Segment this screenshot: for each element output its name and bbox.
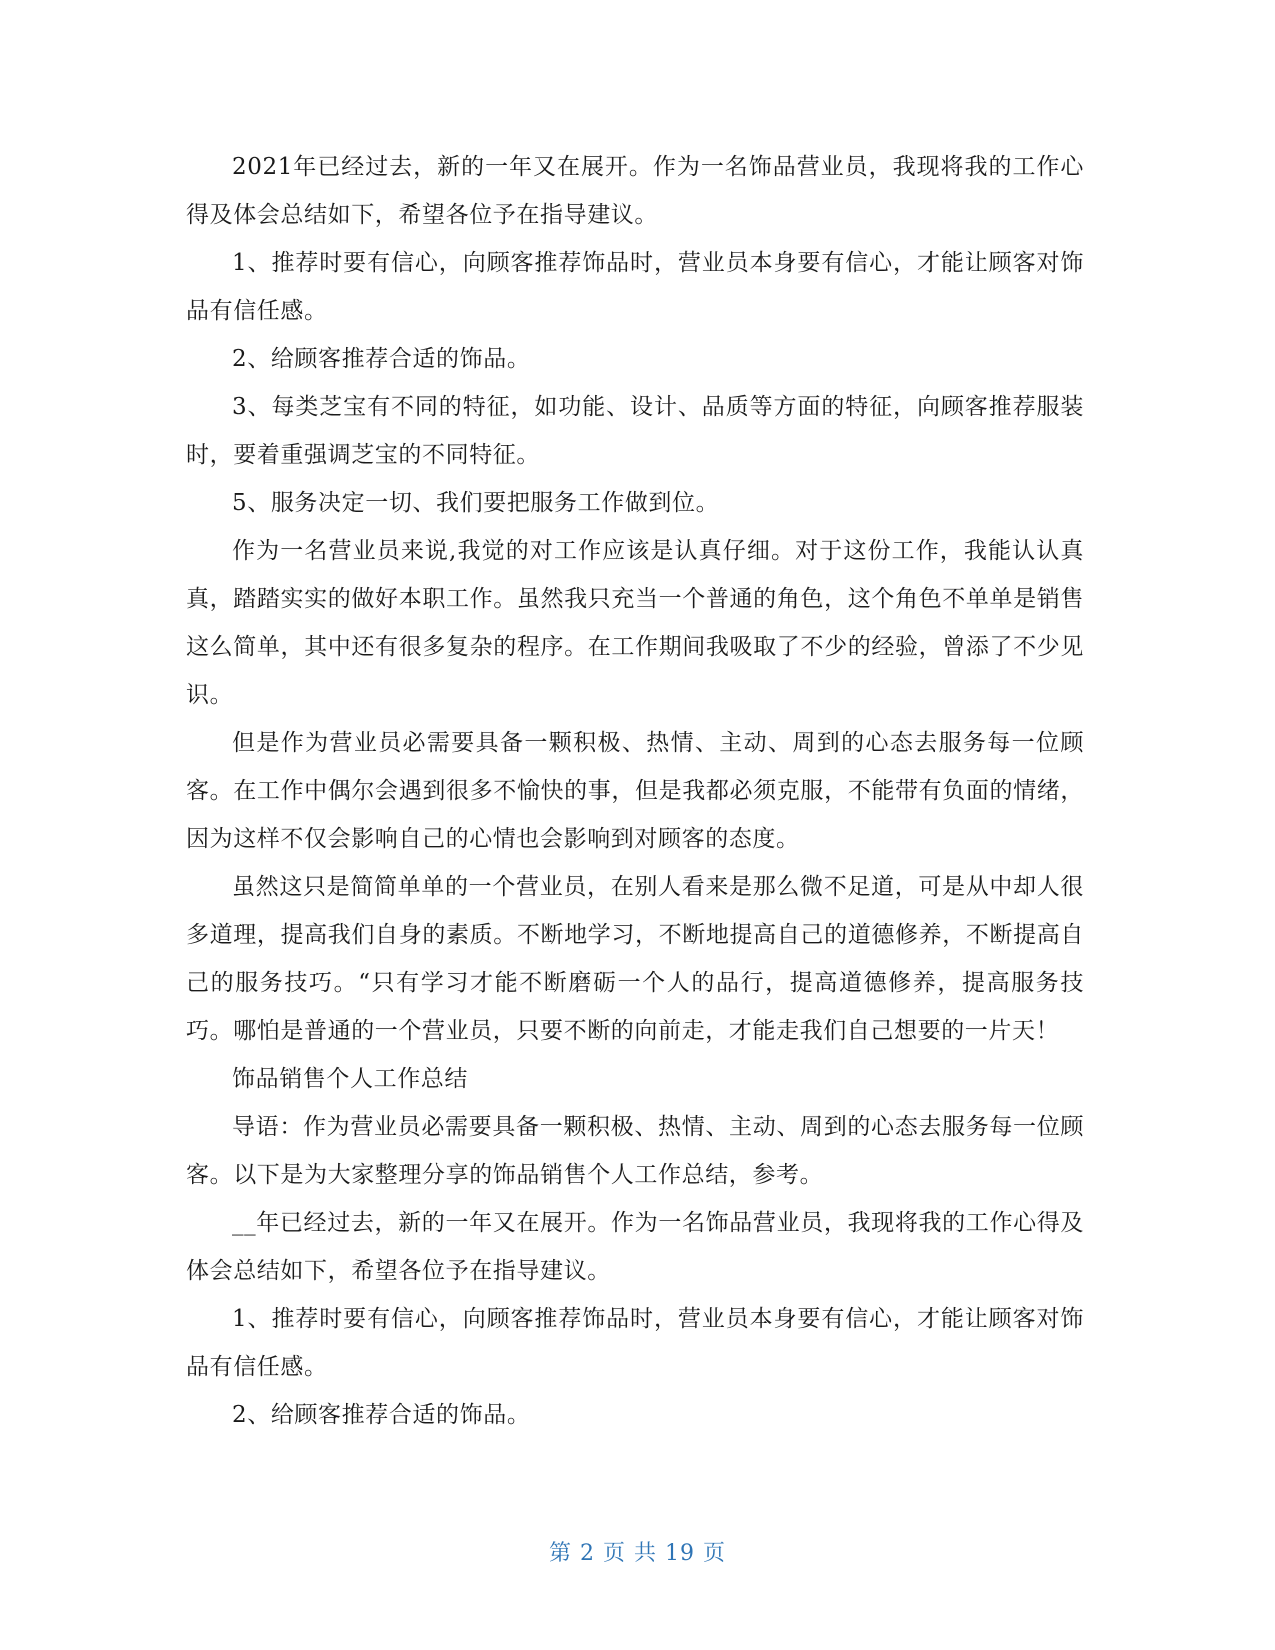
footer-current-page: 2 [580,1541,595,1566]
paragraph: 1、推荐时要有信心，向顾客推荐饰品时，营业员本身要有信心，才能让顾客对饰品有信任感。 [186,250,1084,324]
footer-middle: 页 共 [603,1541,657,1566]
document-body [186,143,1084,1439]
page-footer [0,1536,1275,1567]
paragraph: 2、给顾客推荐合适的饰品。 [232,346,531,372]
paragraph: 5、服务决定一切、我们要把服务工作做到位。 [232,490,720,516]
paragraph: 1、推荐时要有信心，向顾客推荐饰品时，营业员本身要有信心，才能让顾客对饰品有信任感。 [186,1306,1084,1380]
paragraph: __年已经过去，新的一年又在展开。作为一名饰品营业员，我现将我的工作心得及体会总结如下，希望各位予在指导建议。 [186,1210,1084,1284]
paragraph: 2、给顾客推荐合适的饰品。 [232,1402,531,1428]
paragraph: 2021年已经过去，新的一年又在展开。作为一名饰品营业员，我现将我的工作心得及体会总结如下，希望各位予在指导建议。 [186,154,1084,228]
footer-prefix: 第 [548,1541,572,1566]
footer-total-pages: 19 [665,1541,695,1566]
paragraph: 但是作为营业员必需要具备一颗积极、热情、主动、周到的心态去服务每一位顾客。在工作中偶尔会遇到很多不愉快的事，但是我都必须克服，不能带有负面的情绪，因为这样不仅会影响自己的心情也会影响到对顾客的态度。 [186,730,1084,852]
footer-suffix: 页 [703,1541,727,1566]
paragraph: 虽然这只是简简单单的一个营业员，在别人看来是那么微不足道，可是从中却人很多道理，提高我们自身的素质。不断地学习，不断地提高自己的道德修养，不断提高自己的服务技巧。“只有学习才能不断磨砺一个人的品行，提高道德修养，提高服务技巧。哪怕是普通的一个营业员，只要不断的向前走，才能走我们自己想要的一片天！ [186,874,1084,1044]
paragraph: 3、每类芝宝有不同的特征，如功能、设计、品质等方面的特征，向顾客推荐服装时，要着重强调芝宝的不同特征。 [186,394,1084,468]
paragraph: 作为一名营业员来说,我觉的对工作应该是认真仔细。对于这份工作，我能认认真真，踏踏实实的做好本职工作。虽然我只充当一个普通的角色，这个角色不单单是销售这么简单，其中还有很多复杂的程序。在工作期间我吸取了不少的经验，曾添了不少见识。 [186,538,1084,708]
paragraph: 导语：作为营业员必需要具备一颗积极、热情、主动、周到的心态去服务每一位顾客。以下是为大家整理分享的饰品销售个人工作总结，参考。 [186,1114,1084,1188]
section-heading: 饰品销售个人工作总结 [232,1066,468,1092]
